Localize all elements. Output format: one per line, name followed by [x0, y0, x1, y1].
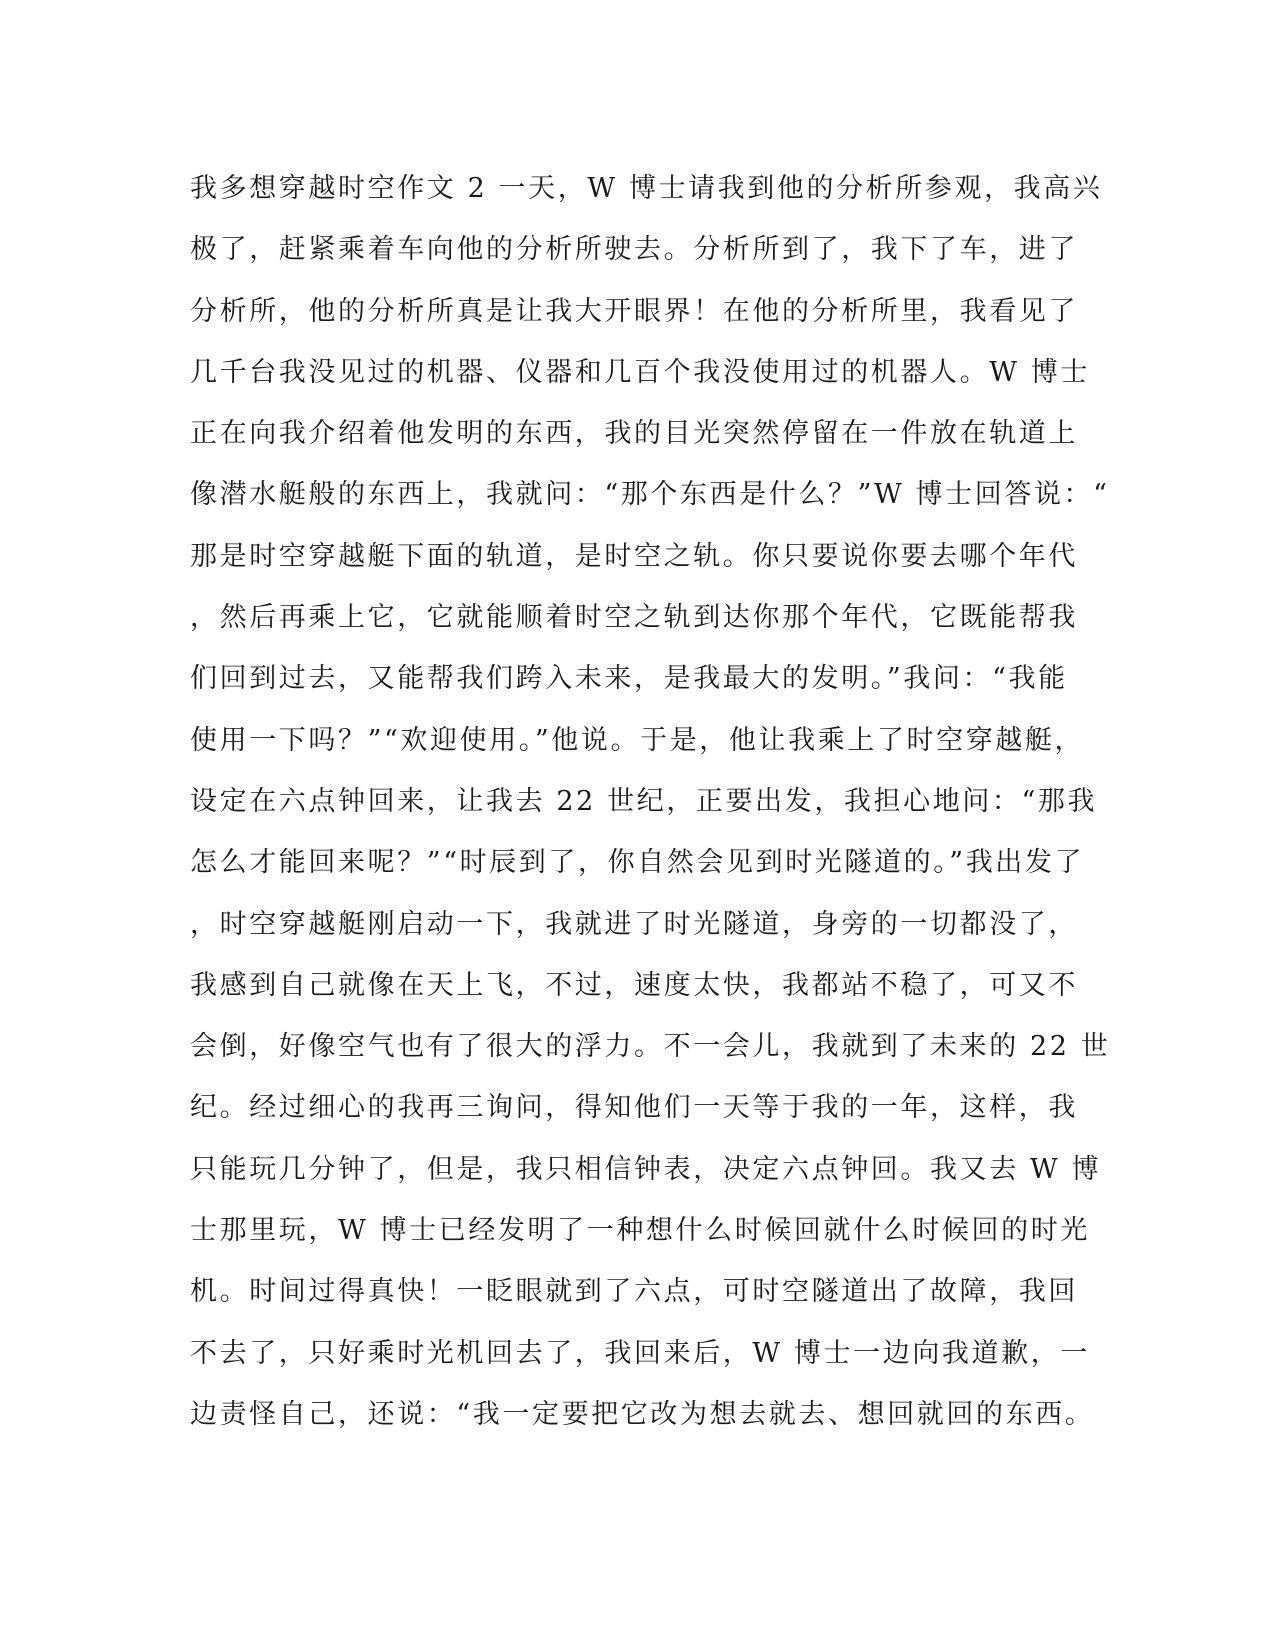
text-line: 边责怪自己，还说：“我一定要把它改为想去就去、想回就回的东西。: [190, 1398, 1095, 1430]
text-line: 设定在六点钟回来，让我去 22 世纪，正要出发，我担心地问：“那我: [190, 785, 1098, 817]
text-line: ，时空穿越艇刚启动一下，我就进了时光隧道，身旁的一切都没了，: [190, 908, 1078, 940]
text-line: 几千台我没见过的机器、仪器和几百个我没使用过的机器人。W 博士: [190, 356, 1090, 388]
text-line: 纪。经过细心的我再三询问，得知他们一天等于我的一年，这样，我: [190, 1092, 1078, 1124]
text-line: 怎么才能回来呢？”“时辰到了，你自然会见到时光隧道的。”我出发了: [190, 847, 1085, 879]
text-line: 不去了，只好乘时光机回去了，我回来后，W 博士一边向我道歉，一: [190, 1337, 1090, 1369]
text-line: 像潜水艇般的东西上，我就问：“那个东西是什么？”W 博士回答说：“: [190, 479, 1110, 511]
text-line: 极了，赶紧乘着车向他的分析所驶去。分析所到了，我下了车，进了: [190, 234, 1078, 266]
essay-body: [190, 158, 1111, 1445]
text-line: ，然后再乘上它，它就能顺着时空之轨到达你那个年代，它既能帮我: [190, 602, 1078, 634]
text-line: 我感到自己就像在天上飞，不过，速度太快，我都站不稳了，可又不: [190, 969, 1078, 1001]
text-line: 我多想穿越时空作文 2 一天，W 博士请我到他的分析所参观，我高兴: [190, 173, 1103, 204]
text-line: 只能玩几分钟了，但是，我只相信钟表，决定六点钟回。我又去 W 博: [190, 1153, 1102, 1185]
text-line: 会倒，好像空气也有了很大的浮力。不一会儿，我就到了未来的 22 世: [190, 1031, 1111, 1063]
text-line: 机。时间过得真快！一眨眼就到了六点，可时空隧道出了故障，我回: [190, 1276, 1078, 1308]
text-line: 那是时空穿越艇下面的轨道，是时空之轨。你只要说你要去哪个年代: [190, 540, 1078, 572]
text-line: 使用一下吗？”“欢迎使用。”他说。于是，他让我乘上了时空穿越艇，: [190, 724, 1085, 756]
text-line: 正在向我介绍着他发明的东西，我的目光突然停留在一件放在轨道上: [190, 418, 1078, 450]
text-line: 们回到过去，又能帮我们跨入未来，是我最大的发明。”我问：“我能: [190, 663, 1068, 695]
text-line: 分析所，他的分析所真是让我大开眼界！在他的分析所里，我看见了: [190, 295, 1078, 327]
text-line: 士那里玩，W 博士已经发明了一种想什么时候回就什么时候回的时光: [190, 1215, 1090, 1247]
